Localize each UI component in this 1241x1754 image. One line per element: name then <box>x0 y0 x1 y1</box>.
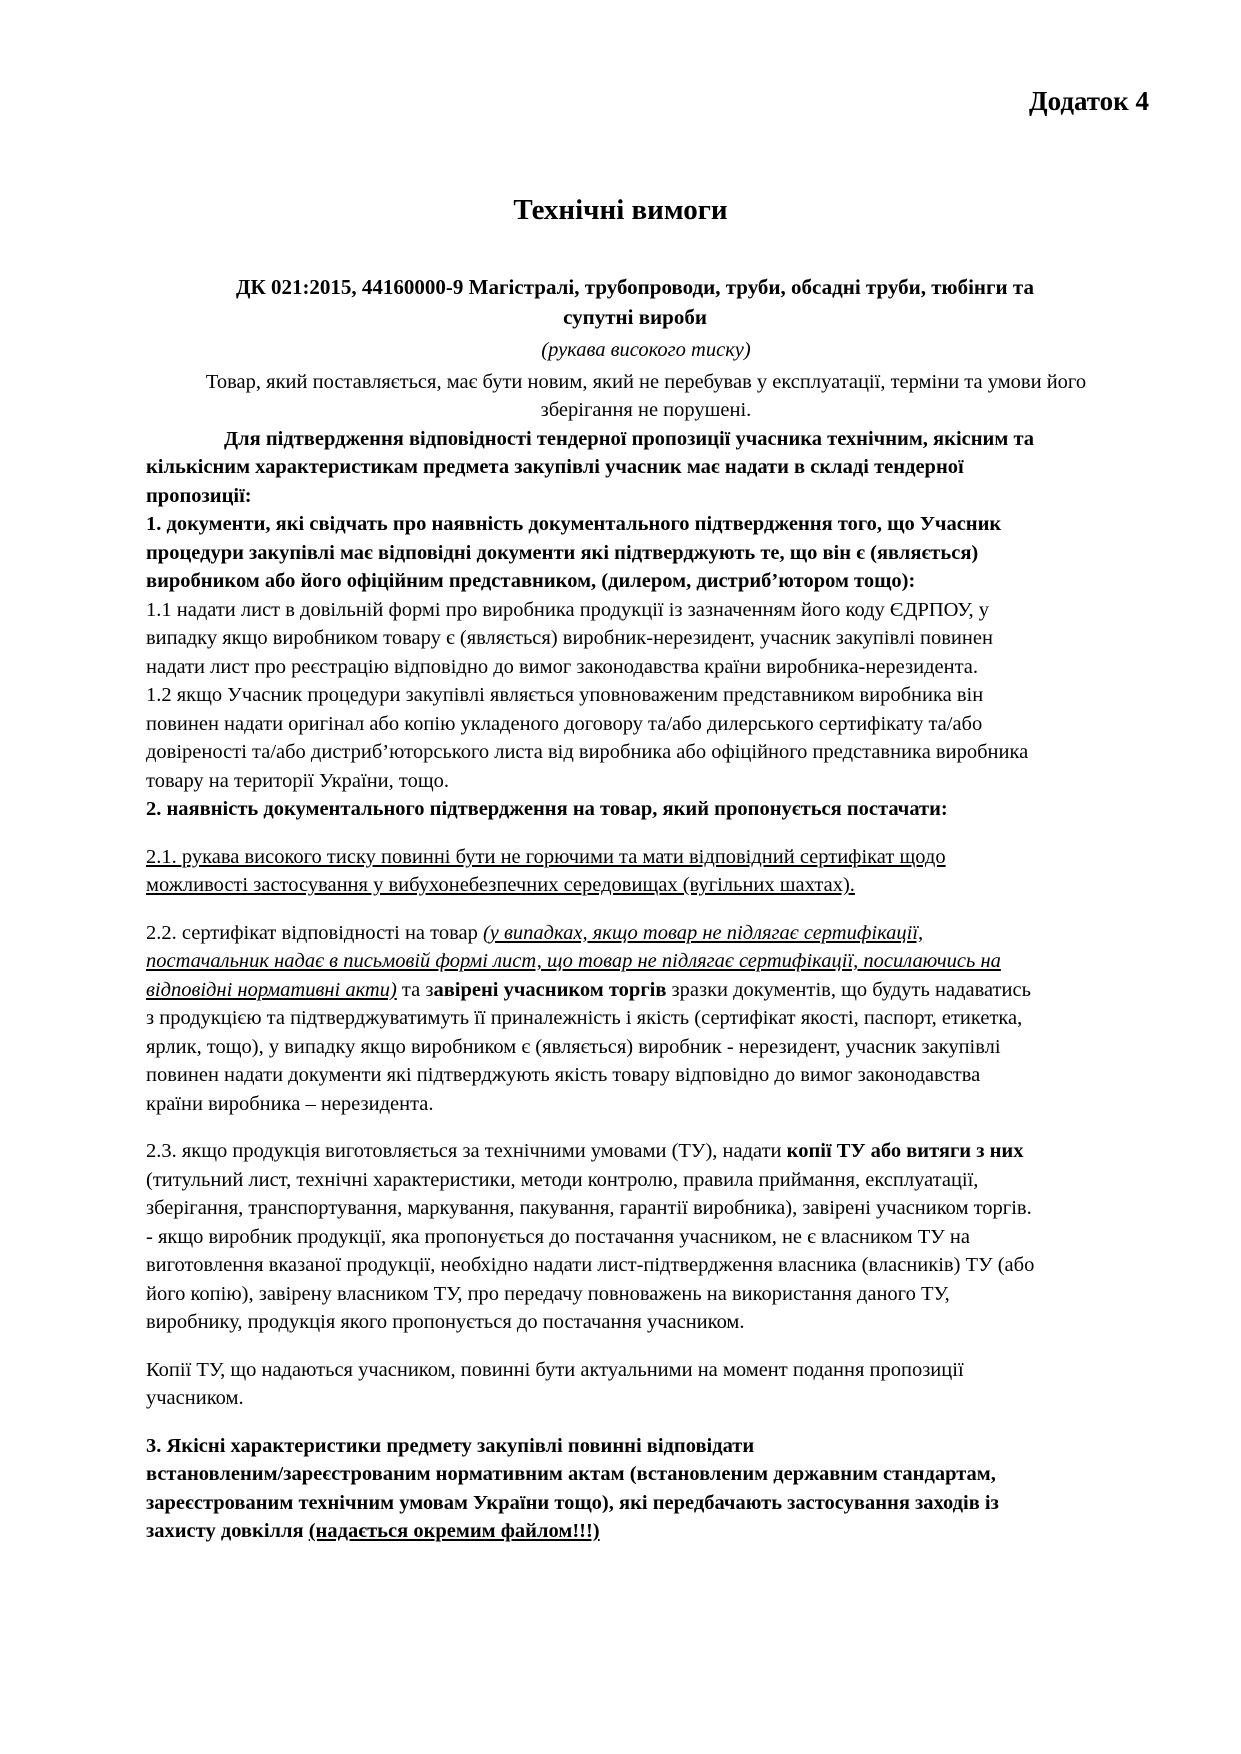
text-line <box>146 976 1146 1005</box>
document-body <box>146 340 1146 1546</box>
item-2-1 <box>146 843 1146 900</box>
section-1 <box>146 510 1146 795</box>
text-line: повинен надати документи які підтверджують якість товару відповідно до вимог законодавства <box>146 1064 981 1086</box>
text-line: 1. документи, які свідчать про наявність документального підтвердження того, що Учасник <box>146 513 1002 535</box>
text-line: надати лист про реєстрацію відповідно до вимог законодавства країни виробника-нерезидента. <box>146 655 979 678</box>
text-run: (у випадках, якщо товар не підлягає сертифікації, <box>482 921 924 944</box>
text-line <box>146 1137 1146 1166</box>
document-title: Технічні вимоги <box>513 194 728 226</box>
item-2-2 <box>146 919 1146 1119</box>
subject-line: супутні вироби <box>563 305 707 329</box>
section-2-heading: 2. наявність документального підтвердження на товар, який пропонується постачати: <box>146 798 948 820</box>
section-3 <box>146 1432 1146 1546</box>
text-line: 2.1. рукава високого тиску повинні бути не горючими та мати відповідний сертифікат щодо <box>146 845 946 868</box>
tu-copies-note <box>146 1356 1146 1413</box>
text-run: 2.3. якщо продукція виготовляється за технічними умовами (ТУ), надати <box>146 1140 787 1162</box>
text-line: процедури закупівлі має відповідні документи які підтверджують те, що він є (являється) <box>146 541 979 564</box>
text-line: зберігання не порушені. <box>540 399 752 421</box>
text-line: постачальник надає в письмовій формі лист, що товар не підлягає сертифікації, посилаючись на <box>146 950 1001 972</box>
text-run: відповідні нормативні акти) <box>146 978 397 1001</box>
text-line: виробником або його офіційним представником, (дилером, дистриб’ютором тощо): <box>146 570 916 592</box>
procurement-subject <box>140 272 1130 332</box>
text-line: можливості застосування у вибухонебезпечних середовищах (вугільних шахтах). <box>146 874 855 896</box>
section-1-heading <box>146 510 1146 596</box>
section-2 <box>146 795 1146 1432</box>
item-1-1 <box>146 596 1146 682</box>
text-line: 3. Якісні характеристики предмету закупівлі повинні відповідати <box>146 1434 755 1457</box>
text-run: захисту довкілля <box>146 1520 309 1542</box>
intro-paragraph <box>146 368 1146 425</box>
text-line <box>146 919 1146 948</box>
text-line: 1.2 якщо Учасник процедури закупівлі являється уповноваженим представником виробника він <box>146 684 984 706</box>
text-line: Копії ТУ, що надаються учасником, повинні бути актуальними на момент подання пропозиції <box>146 1358 964 1381</box>
text-line: зберігання, транспортування, маркування, пакування, гарантії виробника), завірені учасником торгів. <box>146 1197 1032 1219</box>
text-line: ярлик, тощо), у випадку якщо виробником є (являється) виробник - нерезидент, учасник закупівлі <box>146 1035 1001 1058</box>
text-line: з продукцією та підтверджуватимуть її приналежність і якість (сертифікат якості, паспорт, етикетка, <box>146 1007 1023 1029</box>
item-2-3 <box>146 1137 1146 1337</box>
text-line: кількісним характеристикам предмета закупівлі учасник має надати в складі тендерної <box>146 456 964 478</box>
text-line: Для підтвердження відповідності тендерної пропозиції учасника технічним, якісним та <box>224 427 1035 450</box>
text-line: (титульний лист, технічні характеристики, методи контролю, правила приймання, експлуатації, <box>146 1168 979 1191</box>
text-line: виготовлення вказаної продукції, необхідно надати лист-підтвердження власника (власників) ТУ (або <box>146 1254 1035 1276</box>
text-line: повинен надати оригінал або копію укладеного договору та/або дилерського сертифікату та/або <box>146 712 983 735</box>
text-run: копії ТУ або витяги з них <box>786 1140 1024 1162</box>
text-line: встановленим/зареєстрованим нормативним актам (встановленим державним стандартам, <box>146 1463 996 1485</box>
text-line: випадку якщо виробником товару є (являється) виробник-нерезидент, учасник закупівлі повинен <box>146 627 993 649</box>
product-name: (рукава високого тиску) <box>541 339 751 361</box>
text-line: довіреності та/або дистриб’юторського листа від виробника або офіційного представника виробника <box>146 741 1029 763</box>
text-line: країни виробника – нерезидента. <box>146 1092 434 1115</box>
text-line <box>146 1517 1146 1546</box>
text-line: - якщо виробник продукції, яка пропонується до постачання учасником, не є власником ТУ на <box>146 1225 970 1248</box>
text-run: авірені учасником торгів <box>433 978 667 1001</box>
text-line: товару на території України, тощо. <box>146 769 449 792</box>
requirements-intro <box>146 425 1146 511</box>
text-line: пропозиції: <box>146 484 252 507</box>
text-run: 2.2. сертифікат відповідності на товар <box>146 921 483 944</box>
item-1-2 <box>146 681 1146 795</box>
subject-line: ДК 021:2015, 44160000-9 Магістралі, трубопроводи, труби, обсадні труби, тюбінги та <box>236 275 1034 299</box>
appendix-label: Додаток 4 <box>1029 86 1149 116</box>
text-run: зразки документів, що будуть надаватись <box>666 978 1031 1001</box>
text-line: зареєстрованим технічним умовам України тощо), які передбачають застосування заходів із <box>146 1491 999 1514</box>
text-line: учасником. <box>146 1387 244 1409</box>
separate-file-note: (надається окремим файлом!!!) <box>308 1520 600 1542</box>
text-run: та з <box>396 978 434 1001</box>
text-line: 1.1 надати лист в довільній формі про виробника продукції із зазначенням його коду ЄДРПОУ, у <box>146 598 989 621</box>
text-line: його копію), завірену власником ТУ, про передачу повноважень на використання даного ТУ, <box>146 1282 950 1305</box>
text-line: Товар, який поставляється, має бути новим, який не перебував у експлуатації, терміни та умови його <box>205 370 1087 393</box>
text-line: виробнику, продукція якого пропонується до постачання учасником. <box>146 1311 745 1333</box>
